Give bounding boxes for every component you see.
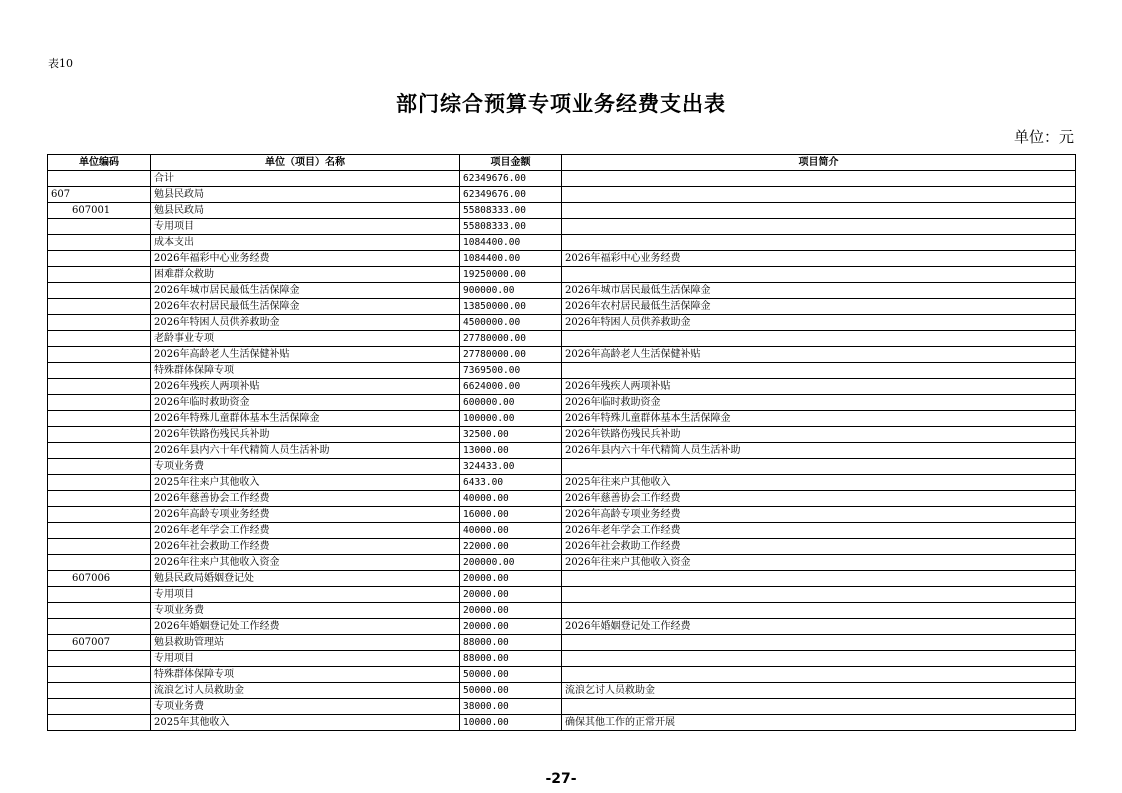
cell-unit-code — [48, 427, 151, 443]
cell-amount: 10000.00 — [460, 715, 562, 731]
cell-description: 2026年高龄老人生活保健补贴 — [562, 347, 1076, 363]
cell-amount: 19250000.00 — [460, 267, 562, 283]
cell-unit-code: 607001 — [48, 203, 151, 219]
cell-project-name: 2026年农村居民最低生活保障金 — [151, 299, 460, 315]
cell-amount: 20000.00 — [460, 619, 562, 635]
cell-amount: 16000.00 — [460, 507, 562, 523]
cell-project-name: 2026年高龄专项业务经费 — [151, 507, 460, 523]
cell-project-name: 勉县民政局 — [151, 203, 460, 219]
cell-description: 确保其他工作的正常开展 — [562, 715, 1076, 731]
cell-description: 2026年临时救助资金 — [562, 395, 1076, 411]
cell-unit-code — [48, 539, 151, 555]
cell-amount: 200000.00 — [460, 555, 562, 571]
cell-project-name: 2026年县内六十年代精简人员生活补助 — [151, 443, 460, 459]
cell-amount: 88000.00 — [460, 635, 562, 651]
cell-amount: 62349676.00 — [460, 187, 562, 203]
table-row — [48, 235, 1076, 251]
cell-amount: 50000.00 — [460, 667, 562, 683]
table-row — [48, 459, 1076, 475]
cell-unit-code — [48, 587, 151, 603]
table-row — [48, 267, 1076, 283]
table-row — [48, 507, 1076, 523]
cell-amount: 1084400.00 — [460, 251, 562, 267]
cell-project-name: 2026年特殊儿童群体基本生活保障金 — [151, 411, 460, 427]
table-row — [48, 187, 1076, 203]
cell-description — [562, 603, 1076, 619]
cell-unit-code — [48, 379, 151, 395]
cell-project-name: 专用项目 — [151, 651, 460, 667]
page-number: -27- — [545, 771, 577, 787]
cell-project-name: 特殊群体保障专项 — [151, 667, 460, 683]
cell-amount: 55808333.00 — [460, 203, 562, 219]
cell-project-name: 勉县民政局 — [151, 187, 460, 203]
cell-amount: 100000.00 — [460, 411, 562, 427]
cell-project-name: 老龄事业专项 — [151, 331, 460, 347]
cell-amount: 27780000.00 — [460, 331, 562, 347]
cell-description — [562, 331, 1076, 347]
budget-table — [47, 154, 1076, 731]
table-row — [48, 427, 1076, 443]
column-header-description: 项目简介 — [562, 155, 1076, 171]
cell-unit-code: 607006 — [48, 571, 151, 587]
cell-unit-code — [48, 315, 151, 331]
cell-amount: 20000.00 — [460, 603, 562, 619]
cell-unit-code: 607 — [48, 187, 151, 203]
cell-amount: 40000.00 — [460, 491, 562, 507]
table-row — [48, 251, 1076, 267]
cell-description: 2026年特殊儿童群体基本生活保障金 — [562, 411, 1076, 427]
cell-description: 2026年铁路伤残民兵补助 — [562, 427, 1076, 443]
cell-description — [562, 267, 1076, 283]
cell-amount: 4500000.00 — [460, 315, 562, 331]
cell-project-name: 流浪乞讨人员救助金 — [151, 683, 460, 699]
table-body — [48, 171, 1076, 731]
table-header-row — [48, 155, 1076, 171]
table-row — [48, 443, 1076, 459]
cell-unit-code — [48, 411, 151, 427]
cell-description — [562, 203, 1076, 219]
table-row — [48, 331, 1076, 347]
cell-unit-code — [48, 555, 151, 571]
cell-unit-code — [48, 219, 151, 235]
page-title: 部门综合预算专项业务经费支出表 — [396, 92, 726, 116]
cell-description: 2026年慈善协会工作经费 — [562, 491, 1076, 507]
cell-project-name: 2026年婚姻登记处工作经费 — [151, 619, 460, 635]
table-row — [48, 619, 1076, 635]
table-row — [48, 651, 1076, 667]
cell-description — [562, 235, 1076, 251]
cell-amount: 20000.00 — [460, 571, 562, 587]
cell-unit-code: 607007 — [48, 635, 151, 651]
cell-description: 2026年特困人员供养救助金 — [562, 315, 1076, 331]
cell-amount: 32500.00 — [460, 427, 562, 443]
cell-project-name: 2026年高龄老人生活保健补贴 — [151, 347, 460, 363]
cell-description: 2026年往来户其他收入资金 — [562, 555, 1076, 571]
cell-description: 2025年往来户其他收入 — [562, 475, 1076, 491]
cell-amount: 50000.00 — [460, 683, 562, 699]
cell-project-name: 2026年城市居民最低生活保障金 — [151, 283, 460, 299]
cell-unit-code — [48, 603, 151, 619]
table-row — [48, 475, 1076, 491]
cell-unit-code — [48, 715, 151, 731]
table-row — [48, 363, 1076, 379]
cell-project-name: 专项业务费 — [151, 699, 460, 715]
table-row — [48, 603, 1076, 619]
cell-description — [562, 587, 1076, 603]
cell-project-name: 勉县民政局婚姻登记处 — [151, 571, 460, 587]
cell-project-name: 2026年铁路伤残民兵补助 — [151, 427, 460, 443]
cell-description — [562, 171, 1076, 187]
cell-description — [562, 635, 1076, 651]
cell-project-name: 2026年慈善协会工作经费 — [151, 491, 460, 507]
cell-amount: 600000.00 — [460, 395, 562, 411]
table-row — [48, 379, 1076, 395]
cell-amount: 55808333.00 — [460, 219, 562, 235]
cell-amount: 7369500.00 — [460, 363, 562, 379]
cell-unit-code — [48, 651, 151, 667]
cell-description: 2026年婚姻登记处工作经费 — [562, 619, 1076, 635]
table-row — [48, 635, 1076, 651]
cell-unit-code — [48, 523, 151, 539]
cell-unit-code — [48, 251, 151, 267]
cell-description: 2026年农村居民最低生活保障金 — [562, 299, 1076, 315]
cell-unit-code — [48, 683, 151, 699]
cell-unit-code — [48, 667, 151, 683]
cell-project-name: 2026年社会救助工作经费 — [151, 539, 460, 555]
cell-description: 2026年县内六十年代精简人员生活补助 — [562, 443, 1076, 459]
cell-amount: 13000.00 — [460, 443, 562, 459]
cell-project-name: 合计 — [151, 171, 460, 187]
table-row — [48, 539, 1076, 555]
cell-project-name: 2026年往来户其他收入资金 — [151, 555, 460, 571]
table-row — [48, 571, 1076, 587]
cell-unit-code — [48, 171, 151, 187]
table-row — [48, 523, 1076, 539]
cell-project-name: 2026年老年学会工作经费 — [151, 523, 460, 539]
cell-unit-code — [48, 475, 151, 491]
cell-project-name: 困难群众救助 — [151, 267, 460, 283]
cell-amount: 6624000.00 — [460, 379, 562, 395]
cell-project-name: 2026年福彩中心业务经费 — [151, 251, 460, 267]
cell-amount: 1084400.00 — [460, 235, 562, 251]
cell-unit-code — [48, 363, 151, 379]
cell-description: 流浪乞讨人员救助金 — [562, 683, 1076, 699]
cell-amount: 13850000.00 — [460, 299, 562, 315]
table-row — [48, 699, 1076, 715]
cell-project-name: 2026年临时救助资金 — [151, 395, 460, 411]
cell-description — [562, 187, 1076, 203]
cell-project-name: 专用项目 — [151, 219, 460, 235]
cell-project-name: 2026年残疾人两项补贴 — [151, 379, 460, 395]
cell-amount: 324433.00 — [460, 459, 562, 475]
cell-unit-code — [48, 267, 151, 283]
table-row — [48, 203, 1076, 219]
table-row — [48, 299, 1076, 315]
cell-unit-code — [48, 235, 151, 251]
cell-description — [562, 571, 1076, 587]
table-row — [48, 315, 1076, 331]
column-header-name: 单位（项目）名称 — [151, 155, 460, 171]
cell-description: 2026年福彩中心业务经费 — [562, 251, 1076, 267]
table-row — [48, 491, 1076, 507]
cell-description: 2026年残疾人两项补贴 — [562, 379, 1076, 395]
table-row — [48, 667, 1076, 683]
cell-description — [562, 667, 1076, 683]
table-row — [48, 347, 1076, 363]
cell-project-name: 勉县救助管理站 — [151, 635, 460, 651]
cell-project-name: 2025年往来户其他收入 — [151, 475, 460, 491]
unit-label: 单位：元 — [1013, 128, 1074, 146]
cell-amount: 62349676.00 — [460, 171, 562, 187]
cell-description — [562, 699, 1076, 715]
cell-unit-code — [48, 619, 151, 635]
table-row — [48, 395, 1076, 411]
cell-amount: 88000.00 — [460, 651, 562, 667]
cell-amount: 40000.00 — [460, 523, 562, 539]
cell-unit-code — [48, 459, 151, 475]
cell-description: 2026年老年学会工作经费 — [562, 523, 1076, 539]
table-row — [48, 411, 1076, 427]
cell-amount: 900000.00 — [460, 283, 562, 299]
cell-amount: 22000.00 — [460, 539, 562, 555]
cell-description — [562, 651, 1076, 667]
cell-description: 2026年高龄专项业务经费 — [562, 507, 1076, 523]
cell-amount: 27780000.00 — [460, 347, 562, 363]
cell-project-name: 2025年其他收入 — [151, 715, 460, 731]
column-header-code: 单位编码 — [48, 155, 151, 171]
table-row — [48, 683, 1076, 699]
cell-unit-code — [48, 491, 151, 507]
cell-description — [562, 363, 1076, 379]
cell-amount: 38000.00 — [460, 699, 562, 715]
column-header-amount: 项目金额 — [460, 155, 562, 171]
cell-project-name: 成本支出 — [151, 235, 460, 251]
table-row — [48, 555, 1076, 571]
cell-unit-code — [48, 299, 151, 315]
cell-unit-code — [48, 347, 151, 363]
table-row — [48, 587, 1076, 603]
cell-project-name: 专项业务费 — [151, 603, 460, 619]
cell-project-name: 特殊群体保障专项 — [151, 363, 460, 379]
cell-project-name: 专用项目 — [151, 587, 460, 603]
cell-unit-code — [48, 331, 151, 347]
cell-unit-code — [48, 699, 151, 715]
table-row — [48, 219, 1076, 235]
cell-description: 2026年城市居民最低生活保障金 — [562, 283, 1076, 299]
cell-description — [562, 219, 1076, 235]
table-number-label: 表10 — [48, 57, 73, 70]
cell-unit-code — [48, 443, 151, 459]
table-row — [48, 283, 1076, 299]
cell-project-name: 专项业务费 — [151, 459, 460, 475]
cell-project-name: 2026年特困人员供养救助金 — [151, 315, 460, 331]
cell-unit-code — [48, 507, 151, 523]
cell-unit-code — [48, 395, 151, 411]
cell-description — [562, 459, 1076, 475]
cell-unit-code — [48, 283, 151, 299]
cell-amount: 6433.00 — [460, 475, 562, 491]
table-row — [48, 715, 1076, 731]
table-row — [48, 171, 1076, 187]
cell-amount: 20000.00 — [460, 587, 562, 603]
cell-description: 2026年社会救助工作经费 — [562, 539, 1076, 555]
